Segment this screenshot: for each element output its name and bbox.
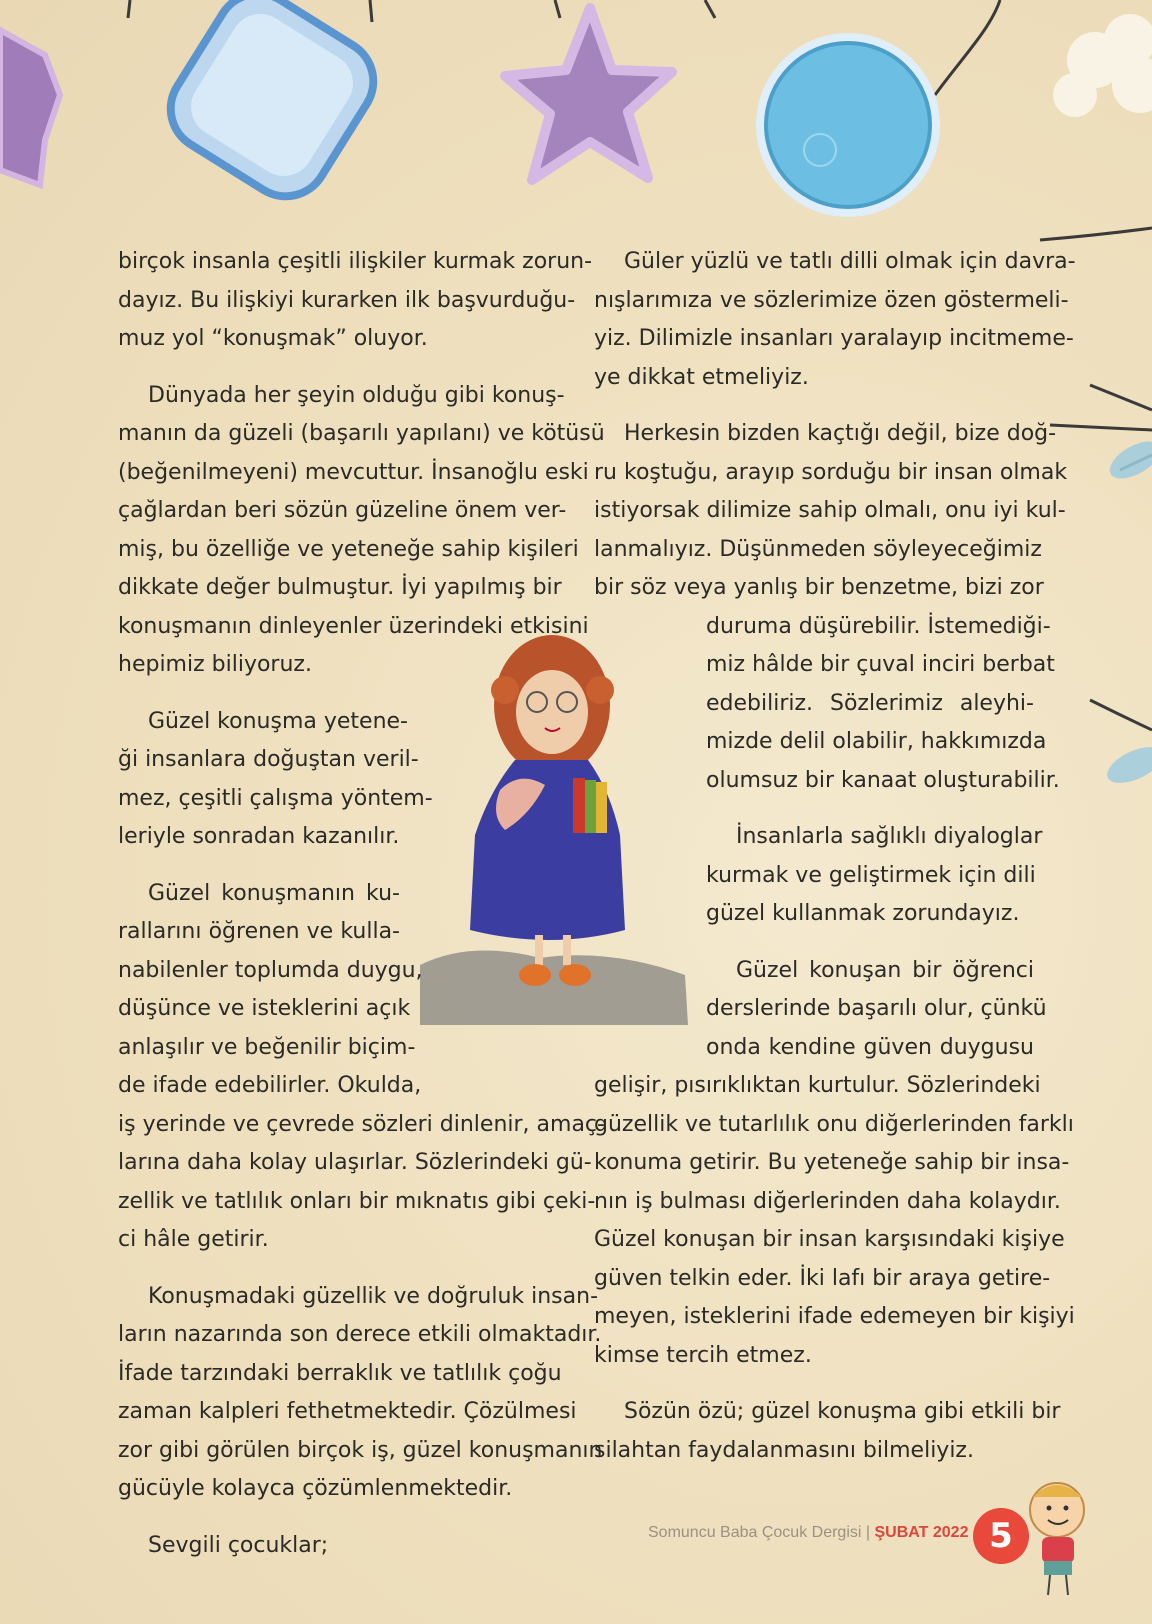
- text-line: larına daha kolay ulaşırlar. Sözlerindeki gü-: [118, 1150, 592, 1175]
- text-line: derslerinde başarılı olur, çünkü: [706, 996, 1047, 1021]
- text-line: miş, bu özelliğe ve yeteneğe sahip kişileri: [118, 536, 579, 562]
- blue-circle-shape: [756, 33, 940, 217]
- text-line: birçok insanla çeşitli ilişkiler kurmak zorun-: [118, 249, 593, 274]
- text-line: İfade tarzındaki berraklık ve tatlılık çoğu: [118, 1360, 562, 1386]
- text-line: Güzel konuşan bir öğrenci: [736, 957, 1034, 983]
- text-line: iş yerinde ve çevrede sözleri dinlenir, amaç-: [118, 1111, 605, 1137]
- paragraph: [118, 1278, 603, 1509]
- text-line: zor gibi görülen birçok iş, güzel konuşmanın: [118, 1437, 603, 1463]
- text-line: ği insanlara doğuştan veril-: [118, 747, 419, 772]
- purple-star: [505, 8, 672, 180]
- page-footer: [648, 1524, 968, 1542]
- blue-square-shape: [155, 0, 389, 212]
- text-line: miz hâlde bir çuval inciri berbat: [706, 652, 1055, 677]
- text-line: Güzel konuşan bir insan karşısındaki kişiye: [594, 1227, 1065, 1252]
- text-line: anlaşılır ve beğenilir biçim-: [118, 1034, 416, 1060]
- page-number-badge: 5: [973, 1508, 1029, 1564]
- text-line: mez, çeşitli çalışma yöntem-: [118, 785, 433, 811]
- text-line: Konuşmadaki güzellik ve doğruluk insan-: [148, 1283, 599, 1309]
- white-flower: [1053, 14, 1152, 117]
- paragraph: [594, 818, 1043, 934]
- text-line: kurmak ve geliştirmek için dili: [706, 862, 1036, 888]
- text-line: olumsuz bir kanaat oluşturabilir.: [706, 767, 1060, 793]
- text-line: konuşmanın dinleyenler üzerindeki etkisini: [118, 613, 589, 639]
- text-line: gelişir, pısırıklıktan kurtulur. Sözlerindeki: [594, 1073, 1041, 1098]
- text-line: nabilenler toplumda duygu,: [118, 957, 423, 983]
- article-right-column: [594, 243, 1076, 1470]
- text-line: bir söz veya yanlış bir benzetme, bizi zor: [594, 575, 1044, 600]
- paragraph: [118, 377, 605, 685]
- text-line: istiyorsak dilimize sahip olmalı, onu iyi kul-: [594, 498, 1066, 523]
- text-line: manın da güzeli (başarılı yapılanı) ve kötüsü: [118, 421, 605, 446]
- text-line: konuma getirir. Bu yeteneğe sahip bir insa-: [594, 1150, 1070, 1175]
- text-line: onda kendine güven duygusu: [706, 1034, 1034, 1060]
- text-line: güzellik ve tutarlılık onu diğerlerinden farklı: [594, 1111, 1074, 1137]
- magazine-name: Somuncu Baba Çocuk Dergisi: [648, 1524, 862, 1541]
- text-line: Dünyada her şeyin olduğu gibi konuş-: [148, 382, 565, 408]
- text-line: çağlardan beri sözün güzeline önem ver-: [118, 498, 567, 523]
- purple-star-left: [0, 30, 60, 185]
- paragraph: [594, 243, 1076, 397]
- text-line: yiz. Dilimizle insanları yaralayıp incitmeme-: [594, 326, 1074, 351]
- text-line: Güler yüzlü ve tatlı dilli olmak için davra-: [624, 249, 1076, 274]
- text-line: Sözün özü; güzel konuşma gibi etkili bir: [624, 1399, 1061, 1424]
- text-line: leriyle sonradan kazanılır.: [118, 824, 400, 849]
- text-line: duruma düşürebilir. İstemediği-: [706, 613, 1051, 639]
- text-line: ci hâle getirir.: [118, 1227, 269, 1252]
- text-line: düşünce ve isteklerini açık: [118, 996, 411, 1021]
- text-line: ru koştuğu, arayıp sorduğu bir insan olmak: [594, 459, 1068, 485]
- issue-date: ŞUBAT 2022: [874, 1524, 969, 1541]
- paragraph: [118, 703, 558, 857]
- text-line: gücüyle kolayca çözümlenmektedir.: [118, 1476, 513, 1501]
- text-line: de ifade edebilirler. Okulda,: [118, 1073, 422, 1098]
- text-line: güzel kullanmak zorundayız.: [706, 901, 1020, 926]
- paragraph: [118, 1527, 558, 1566]
- text-line: zaman kalpleri fethetmektedir. Çözülmesi: [118, 1399, 577, 1424]
- text-line: zellik ve tatlılık onları bir mıknatıs gibi çeki-: [118, 1188, 596, 1214]
- text-line: dayız. Bu ilişkiyi kurarken ilk başvurduğu-: [118, 287, 576, 313]
- text-line: ların nazarında son derece etkili olmaktadır.: [118, 1322, 602, 1347]
- text-line: edebiliriz. Sözlerimiz aleyhi-: [706, 690, 1034, 716]
- text-line: hepimiz biliyoruz.: [118, 652, 312, 677]
- paragraph: [594, 415, 1068, 800]
- article-left-column: [118, 243, 605, 1565]
- text-line: İnsanlarla sağlıklı diyaloglar: [736, 824, 1043, 849]
- text-line: muz yol “konuşmak” oluyor.: [118, 326, 428, 351]
- text-line: Güzel konuşmanın ku-: [148, 880, 400, 906]
- text-line: ye dikkat etmeliyiz.: [594, 364, 809, 390]
- paragraph: [118, 243, 593, 359]
- text-line: Herkesin bizden kaçtığı değil, bize doğ-: [624, 421, 1057, 446]
- text-line: mizde delil olabilir, hakkımızda: [706, 729, 1047, 754]
- text-line: Sevgili çocuklar;: [148, 1532, 329, 1558]
- text-line: güven telkin eder. İki lafı bir araya getire-: [594, 1265, 1051, 1291]
- text-line: nışlarımıza ve sözlerimize özen göstermeli-: [594, 287, 1069, 313]
- text-line: Güzel konuşma yetene-: [148, 708, 408, 734]
- blue-leaf: [1102, 434, 1152, 790]
- text-line: rallarını öğrenen ve kulla-: [118, 919, 400, 944]
- footer-separator: |: [865, 1524, 871, 1541]
- boy-mascot: [1030, 1483, 1084, 1595]
- text-line: lanmalıyız. Düşünmeden söyleyeceğimiz: [594, 536, 1042, 562]
- text-line: (beğenilmeyeni) mevcuttur. İnsanoğlu eski: [118, 459, 589, 485]
- paragraph: [594, 1393, 1061, 1470]
- paragraph: [118, 875, 605, 1260]
- text-line: kimse tercih etmez.: [594, 1342, 812, 1368]
- text-line: nın iş bulması diğerlerinden daha kolaydır.: [594, 1188, 1061, 1214]
- text-line: meyen, isteklerini ifade edemeyen bir kişiyi: [594, 1304, 1075, 1329]
- text-line: silahtan faydalanmasını bilmeliyiz.: [594, 1437, 974, 1463]
- text-line: dikkate değer bulmuştur. İyi yapılmış bir: [118, 575, 562, 600]
- paragraph: [594, 952, 1075, 1376]
